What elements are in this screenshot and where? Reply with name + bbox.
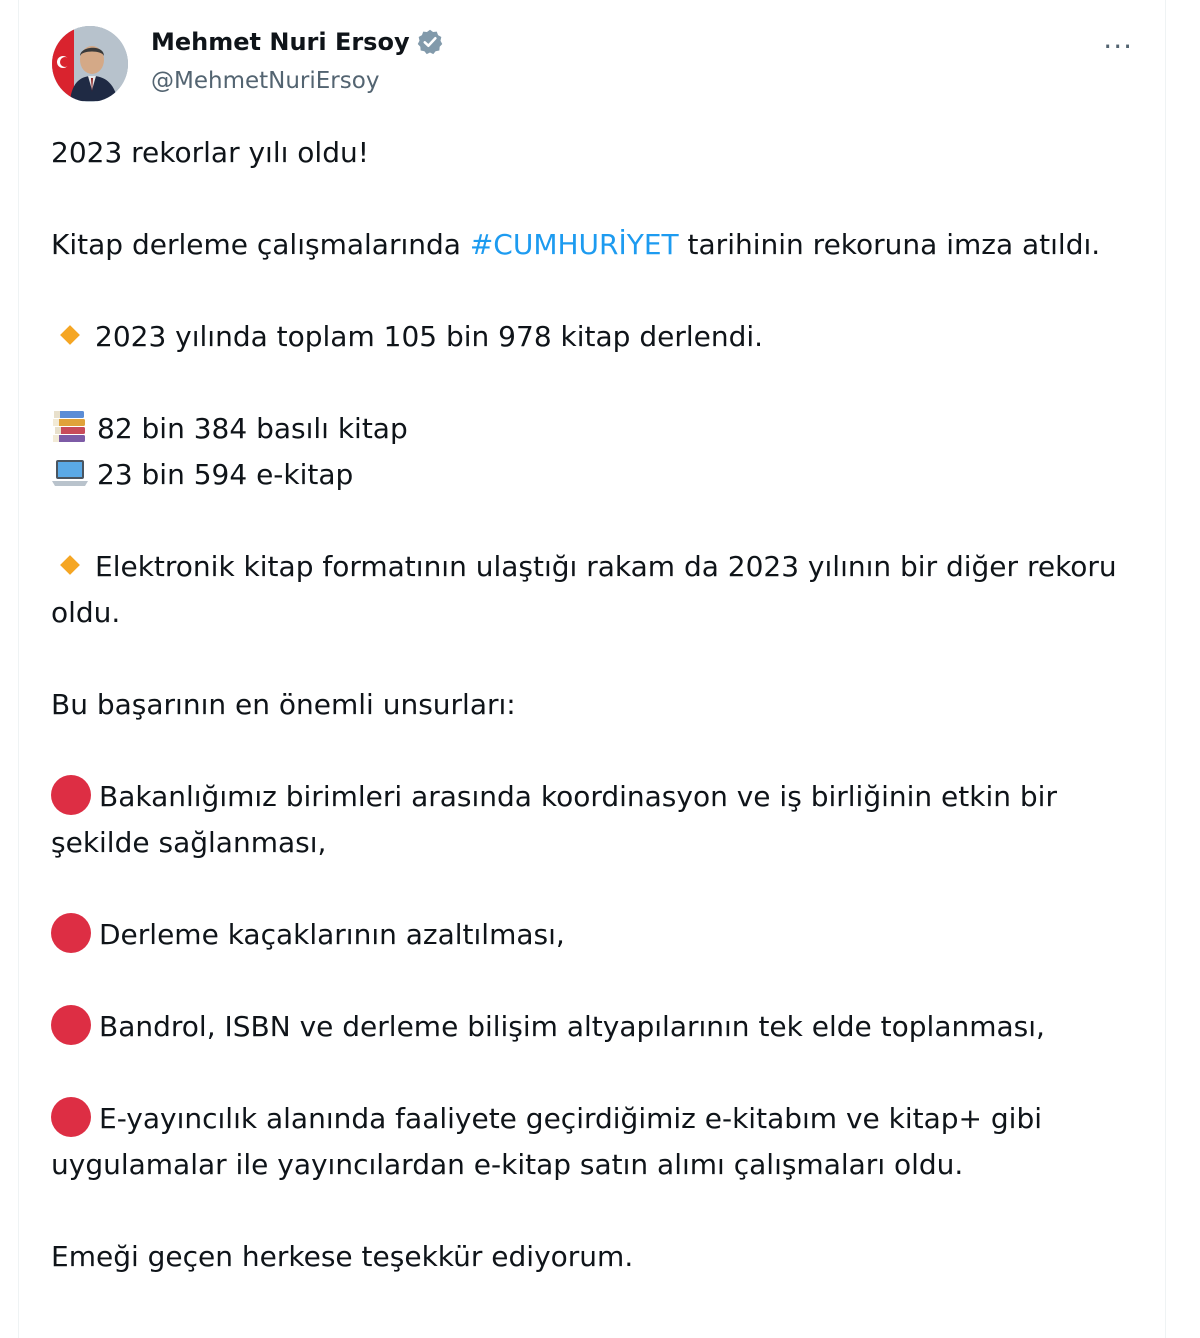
- stat-ebook: [51, 452, 1125, 498]
- elements-heading: Bu başarının en önemli unsurları:: [51, 688, 516, 721]
- laptop-icon: [51, 453, 89, 491]
- stat-printed: [51, 406, 1125, 452]
- tweet-text: [51, 130, 1125, 1326]
- red-circle-icon: [51, 1097, 91, 1137]
- list-item-text: Derleme kaçaklarının azaltılması,: [99, 918, 565, 951]
- stat-record: [51, 544, 1125, 636]
- hashtag-link[interactable]: #CUMHURİYET: [469, 228, 679, 261]
- orange-diamond-icon: [60, 325, 80, 345]
- author-handle[interactable]: @MehmetNuriErsoy: [151, 68, 380, 94]
- thanks-line: Emeği geçen herkese teşekkür ediyorum.: [51, 1240, 634, 1273]
- red-circle-icon: [51, 913, 91, 953]
- author-name[interactable]: [151, 28, 444, 56]
- stat-total-text: 2023 yılında toplam 105 bin 978 kitap derlendi.: [95, 320, 764, 353]
- list-item-text: Bandrol, ISBN ve derleme bilişim altyapılarının tek elde toplanması,: [99, 1010, 1045, 1043]
- author-name-text[interactable]: Mehmet Nuri Ersoy: [151, 28, 410, 56]
- more-options-icon[interactable]: ···: [1103, 30, 1133, 63]
- list-item: [51, 774, 1125, 866]
- tweet-paragraph-record: [51, 222, 1125, 268]
- stat-printed-text: 82 bin 384 basılı kitap: [97, 412, 408, 445]
- list-item: [51, 1096, 1125, 1188]
- red-circle-icon: [51, 775, 91, 815]
- verified-badge-icon: [416, 28, 444, 56]
- stat-total: [51, 314, 1125, 360]
- list-item-text: Bakanlığımız birimleri arasında koordinasyon ve iş birliğinin etkin bir şekilde sağlanması,: [51, 780, 1057, 859]
- list-item: [51, 1004, 1125, 1050]
- tweet-text-segment: tarihinin rekoruna imza atıldı.: [678, 228, 1101, 261]
- stat-record-text: Elektronik kitap formatının ulaştığı rakam da 2023 yılının bir diğer rekoru oldu.: [51, 550, 1117, 629]
- orange-diamond-icon: [60, 555, 80, 575]
- tweet-text-segment: Kitap derleme çalışmalarında: [51, 228, 470, 261]
- red-circle-icon: [51, 1005, 91, 1045]
- list-item: [51, 912, 1125, 958]
- stat-ebook-text: 23 bin 594 e-kitap: [97, 458, 354, 491]
- avatar[interactable]: [52, 26, 128, 102]
- tweet-card: [18, 0, 1166, 1338]
- list-item-text: E-yayıncılık alanında faaliyete geçirdiğimiz e-kitabım ve kitap+ gibi uygulamalar ile yayıncılardan e-kitap satın alımı çalışmaları oldu.: [51, 1102, 1043, 1181]
- tweet-line-record-year: 2023 rekorlar yılı oldu!: [51, 136, 369, 169]
- books-icon: [51, 407, 89, 445]
